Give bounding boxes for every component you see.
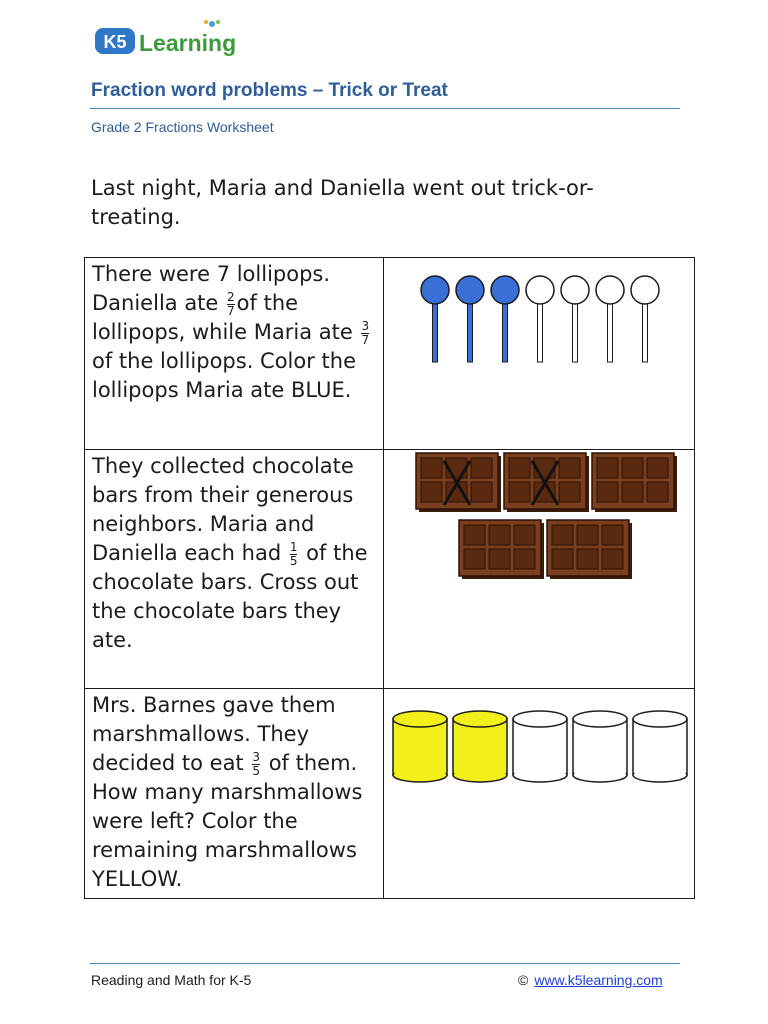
lollipop bbox=[491, 276, 519, 362]
chocolate-bar bbox=[416, 453, 501, 512]
marshmallow bbox=[573, 711, 627, 782]
marshmallows-picture bbox=[384, 689, 694, 789]
k5-learning-logo bbox=[94, 18, 264, 64]
marshmallow bbox=[633, 711, 687, 782]
marshmallow bbox=[513, 711, 567, 782]
title-divider bbox=[90, 108, 680, 109]
fraction-numerator: 3 bbox=[361, 318, 370, 333]
fraction-one-fifth bbox=[290, 541, 298, 568]
fraction-denominator: 7 bbox=[361, 332, 370, 347]
intro-text: Last night, Maria and Daniella went out trick-or-treating. bbox=[91, 176, 594, 229]
footer-divider bbox=[90, 963, 680, 964]
problem-1-text-cell bbox=[85, 258, 384, 450]
marshmallow bbox=[393, 711, 447, 782]
lollipop bbox=[526, 276, 554, 362]
lollipops-picture-cell bbox=[384, 258, 695, 450]
problems-table bbox=[84, 257, 695, 899]
fraction-denominator: 5 bbox=[289, 553, 298, 568]
chocolate-bar bbox=[547, 520, 632, 579]
problem-3-text-part-1: Mrs. Barnes gave them marshmallows. They decided to eat bbox=[92, 693, 336, 775]
lollipop bbox=[421, 276, 449, 362]
copyright-symbol: © bbox=[518, 972, 529, 988]
lollipop bbox=[561, 276, 589, 362]
chocolate-bar bbox=[592, 453, 677, 512]
problem-row-2 bbox=[85, 450, 695, 689]
fraction-two-sevenths bbox=[227, 291, 235, 318]
chocolate-bars-picture-cell bbox=[384, 450, 695, 689]
problem-2-text bbox=[85, 450, 383, 655]
problem-3-text-part-2: of them. How many marshmallows were left? Color the remaining marshmallows YELLOW. bbox=[92, 751, 363, 891]
footer-tagline: Reading and Math for K-5 bbox=[91, 972, 252, 988]
svg-text:Learning: Learning bbox=[139, 30, 237, 56]
worksheet-title: Fraction word problems – Trick or Treat bbox=[91, 80, 448, 101]
svg-text:K5: K5 bbox=[103, 32, 127, 52]
chocolate-bar bbox=[504, 453, 589, 512]
problem-3-text-cell bbox=[85, 689, 384, 899]
fraction-numerator: 3 bbox=[252, 749, 260, 764]
problem-2-text-part-2: of the chocolate bars. Cross out the chocolate bars they ate. bbox=[92, 541, 368, 652]
lollipops-picture bbox=[384, 258, 694, 378]
problem-3-text bbox=[85, 689, 383, 894]
problem-1-text-part-2: of the lollipops, while Maria ate bbox=[92, 291, 353, 344]
footer-copyright bbox=[518, 972, 663, 988]
problem-1-text bbox=[85, 258, 383, 405]
fraction-denominator: 5 bbox=[252, 763, 260, 778]
fraction-three-fifths bbox=[252, 751, 260, 778]
chocolate-bars-picture bbox=[384, 450, 694, 590]
fraction-three-sevenths bbox=[361, 320, 369, 347]
fraction-numerator: 2 bbox=[227, 289, 235, 304]
problem-row-3 bbox=[85, 689, 695, 899]
fraction-numerator: 1 bbox=[289, 539, 298, 554]
k5learning-link[interactable]: www.k5learning.com bbox=[534, 972, 663, 988]
problem-2-text-part-1: They collected chocolate bars from their generous neighbors. Maria and Daniella each had bbox=[92, 454, 354, 565]
fraction-denominator: 7 bbox=[227, 303, 235, 318]
lollipop bbox=[631, 276, 659, 362]
marshmallows-picture-cell bbox=[384, 689, 695, 899]
problem-1-text-part-1: There were 7 lollipops. Daniella ate bbox=[92, 262, 331, 315]
chocolate-bar bbox=[459, 520, 544, 579]
problem-row-1 bbox=[85, 258, 695, 450]
problem-2-text-cell bbox=[85, 450, 384, 689]
lollipop bbox=[456, 276, 484, 362]
lollipop bbox=[596, 276, 624, 362]
problem-1-text-part-3: of the lollipops. Color the lollipops Maria ate BLUE. bbox=[92, 349, 357, 402]
worksheet-subtitle: Grade 2 Fractions Worksheet bbox=[91, 119, 274, 135]
marshmallow bbox=[453, 711, 507, 782]
